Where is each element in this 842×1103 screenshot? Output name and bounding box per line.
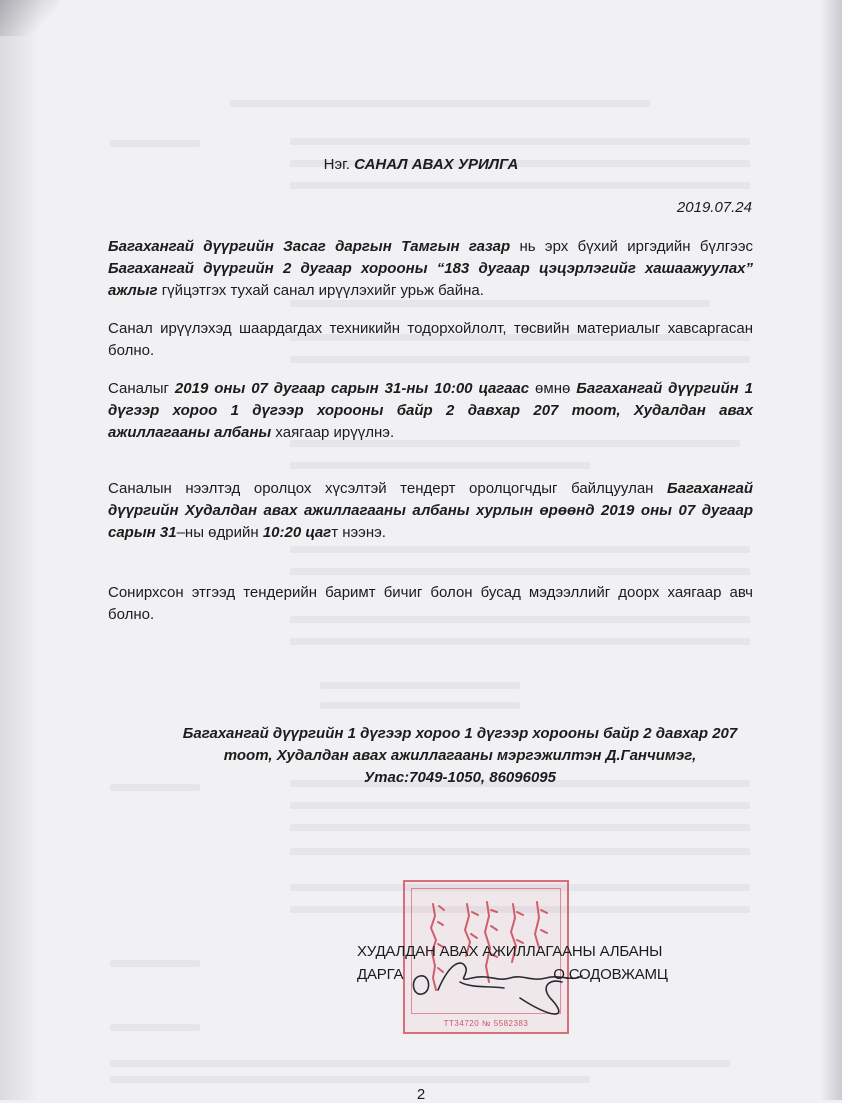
submission-deadline: 2019 оны 07 дугаар сарын 31-ны 10:00 цагаас (174, 380, 530, 397)
signatory-position: ДАРГА (357, 966, 404, 983)
paragraph-text: т нээнэ. (331, 524, 386, 541)
contact-block (150, 723, 770, 789)
scan-corner (0, 0, 60, 36)
handwritten-signature (400, 948, 610, 1028)
signatory-name: О.СОДОВЖАМЦ (553, 966, 668, 983)
paragraph-text: хаягаар ирүүлнэ. (271, 424, 395, 441)
paragraph-text: нь эрх бүхий иргэдийн бүлгээс (510, 238, 753, 255)
paragraph-text: Саналын нээлтэд оролцох хүсэлтэй тендерт оролцогчдыг байлцуулан (108, 480, 668, 497)
paragraph-text: –ны өдрийн (176, 524, 263, 541)
paragraph-submission (108, 378, 753, 444)
paragraph-text: өмнө (529, 380, 577, 397)
issuer-name: Багахангай дүүргийн Засаг даргын Тамгын газар (108, 238, 511, 255)
signatory-office: ХУДАЛДАН АВАХ АЖИЛЛАГААНЫ АЛБАНЫ (357, 943, 663, 960)
paragraph-attachments: Санал ирүүлэхэд шаардагдах техникийн тодорхойлолт, төсвийн материалыг хавсаргасан болно. (108, 320, 753, 359)
paragraph-text: Саналыг (108, 380, 175, 397)
document-title (0, 156, 842, 173)
submission-address: Багахангай дүүргийн 1 дүгээр хороо 1 дүгээр хорооны байр 2 давхар 207 тоот, Худалдан авах ажиллагааны албаны (108, 380, 753, 441)
contact-line: тоот, Худалдан авах ажиллагааны мэргэжилтэн Д.Ганчимэг, (223, 747, 697, 764)
paragraph-text: гүйцэтгэх тухай санал ирүүлэхийг урьж байна. (157, 282, 484, 299)
page-number: 2 (416, 1086, 426, 1103)
contact-line: Багахангай дүүргийн 1 дүгээр хороо 1 дүгээр хорооны байр 2 давхар 207 (182, 725, 738, 742)
paragraph-invitation (108, 236, 753, 302)
paragraph-opening (108, 478, 753, 544)
document-date: 2019.07.24 (676, 199, 752, 216)
title-prefix: Нэг. (323, 156, 350, 173)
title-text: САНАЛ АВАХ УРИЛГА (354, 156, 519, 173)
signatory-line (357, 966, 668, 983)
opening-location: Багахангай дүүргийн Худалдан авах ажиллагааны албаны хурлын өрөөнд 2019 оны 07 дугаар сарын 31 (108, 480, 753, 541)
project-name: Багахангай дүүргийн 2 дугаар хорооны “183 дугаар цэцэрлэгийг хашаажуулах” ажлыг (108, 260, 753, 299)
paragraph-info: Сонирхсон этгээд тендерийн баримт бичиг болон бусад мэдээллийг доорх хаягаар авч болно. (108, 584, 753, 623)
stamp-number: ТТ34720 № 5582383 (443, 1019, 529, 1028)
contact-phone: Утас:7049-1050, 86096095 (364, 769, 556, 786)
opening-time: 10:20 цаг (262, 524, 332, 541)
